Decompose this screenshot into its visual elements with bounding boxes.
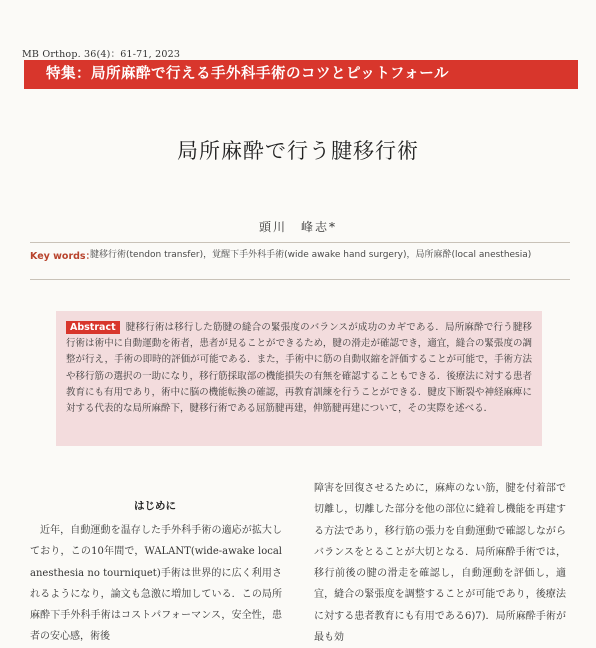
keywords-text: 腱移行術(tendon transfer)，覚醒下手外科手術(wide awake hand surgery)，局所麻酔(local anesthesia) (90, 250, 532, 260)
special-issue-banner: 特集：局所麻酔で行える手外科手術のコツとピットフォール (24, 60, 578, 89)
abstract-box (56, 311, 542, 446)
keywords-bottom-rule (30, 279, 570, 280)
intro-paragraph-left: 近年，自動運動を温存した手外科手術の適応が拡大しており，この10年間で，WALANT(wide-awake local anesthesia no tourniquet)手術は世界的に広く利用されるようになり，論文も急激に増加している．この局所麻酔下手外科手術はコストパフォーマンス，安全性，患者の安心感，術後 (30, 525, 282, 643)
abstract-text: 腱移行術は移行した筋腱の縫合の緊張度のバランスが成功のカギである．局所麻酔で行う腱移行術は術中に自動運動を術者，患者が見ることができるため，腱の滑走が確認でき，適宜，縫合の緊張度の調整が行え，手術の即時的評価が可能である．また，手術中に筋の自動収縮を評価することが可能で，手術方法や移行筋の選択の一助になり，移行筋採取部の機能損失の有無を確認することもできる．後療法に対する患者教育にも有用であり，術中に脳の機能転換の確認，再教育訓練を行うことができる．腱皮下断裂や神経麻痺に対する代表的な局所麻酔下，腱移行術である屈筋腱再建，伸筋腱再建について，その実際を述べる． (66, 322, 532, 415)
keywords-top-rule (30, 242, 570, 243)
keywords-label: Key words： (30, 251, 96, 262)
abstract-label: Abstract (66, 321, 120, 334)
body-column-left (30, 520, 282, 648)
article-title: 局所麻酔で行う腱移行術 (177, 139, 419, 163)
author-name: 頭川 峰志* (258, 220, 337, 234)
journal-reference: MB Orthop. 36(4)：61-71, 2023 (22, 49, 181, 60)
section-heading-intro: はじめに (134, 500, 176, 512)
body-column-right (314, 478, 566, 648)
intro-paragraph-right: 障害を回復させるために，麻痺のない筋，腱を付着部で切離し，切離した部分を他の部位に縫着し機能を再建する方法であり，移行筋の張力を自動運動で確認しながらバランスをとることが大切となる．局所麻酔手術では，移行前後の腱の滑走を確認し，自動運動を評価し，適宜，縫合の緊張度を調整することが可能であり，後療法に対する患者教育にも有用である6)7)．局所麻酔手術が最も効 (314, 483, 566, 644)
